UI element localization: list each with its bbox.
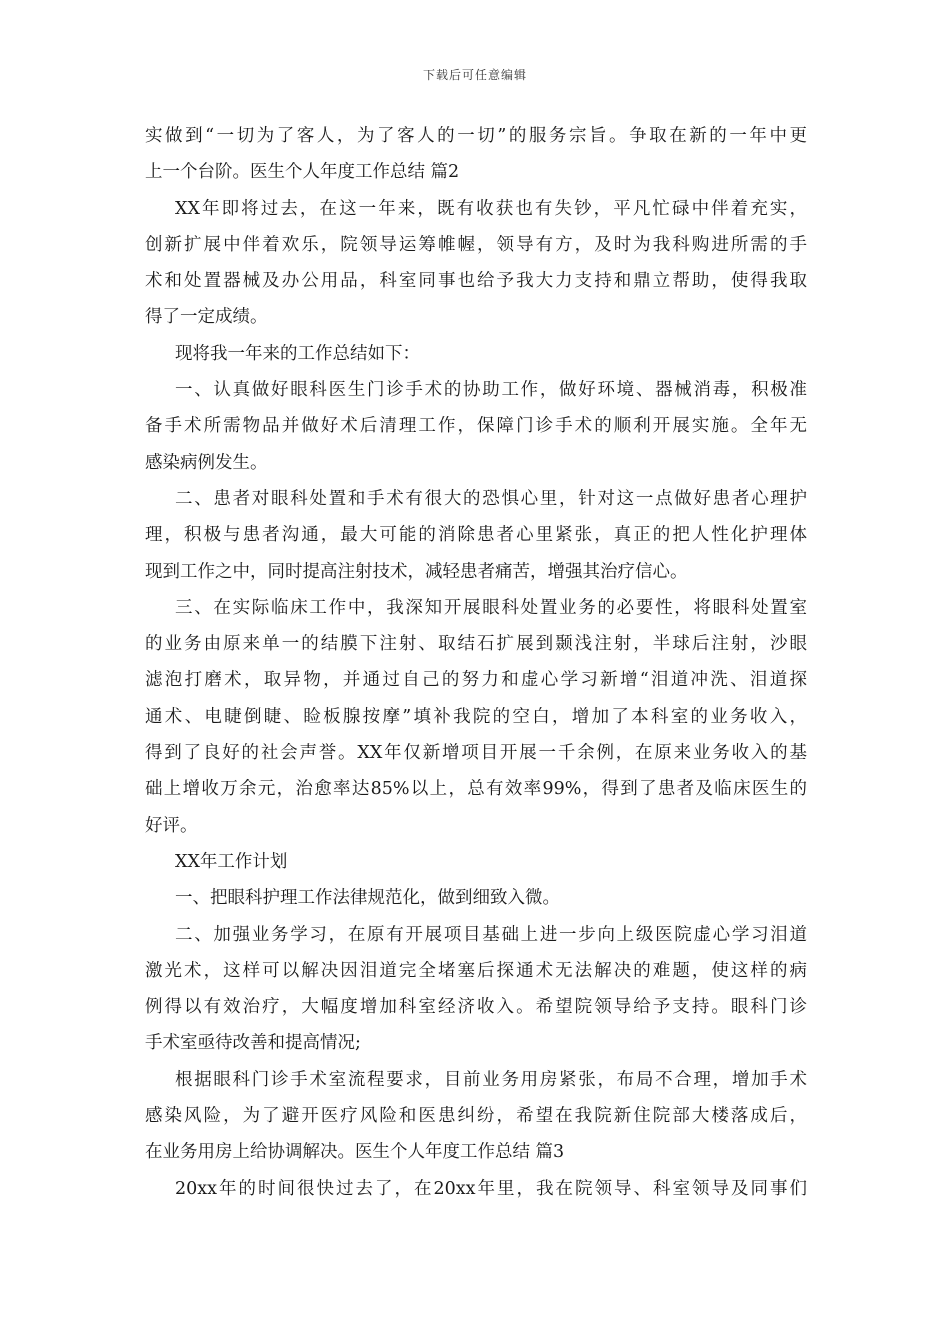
text-line: 备手术所需物品并做好术后清理工作，保障门诊手术的顺利开展实施。全年无 — [145, 416, 807, 437]
text-line: 通术、电睫倒睫、睑板腺按摩”填补我院的空白，增加了本科室的业务收入， — [145, 706, 807, 727]
text-line: 感染风险，为了避开医疗风险和医患纠纷，希望在我院新住院部大楼落成后， — [145, 1106, 807, 1127]
text-line: 二、加强业务学习，在原有开展项目基础上进一步向上级医院虚心学习泪道 — [175, 924, 807, 945]
text-line: 础上增收万余元，治愈率达85%以上，总有效率99%，得到了患者及临床医生的 — [145, 779, 807, 800]
text-line: 理，积极与患者沟通，最大可能的消除患者心里紧张，真正的把人性化护理体 — [145, 525, 807, 546]
text-line: 现将我一年来的工作总结如下： — [175, 343, 420, 364]
text-line: 手术室亟待改善和提高情况; — [145, 1033, 361, 1054]
text-line: 实做到“一切为了客人，为了客人的一切”的服务宗旨。争取在新的一年中更 — [145, 126, 807, 146]
text-line: 一、认真做好眼科医生门诊手术的协助工作，做好环境、器械消毒，积极准 — [175, 380, 807, 401]
text-line: 术和处置器械及办公用品，科室同事也给予我大力支持和鼎立帮助，使得我取 — [145, 271, 807, 292]
text-line: 根据眼科门诊手术室流程要求，目前业务用房紧张，布局不合理，增加手术 — [175, 1069, 807, 1090]
text-line: 现到工作之中，同时提高注射技术，减轻患者痛苦，增强其治疗信心。 — [145, 561, 688, 582]
document-body — [145, 118, 807, 1207]
text-line: 例得以有效治疗，大幅度增加科室经济收入。希望院领导给予支持。眼科门诊 — [145, 997, 807, 1018]
text-line: XX年工作计划 — [175, 851, 288, 872]
text-line: 得了一定成绩。 — [145, 307, 268, 328]
text-line: 三、在实际临床工作中，我深知开展眼科处置业务的必要性，将眼科处置室 — [175, 597, 807, 618]
text-line: 在业务用房上给协调解决。医生个人年度工作总结 篇3 — [145, 1142, 565, 1163]
text-line: XX年即将过去，在这一年来，既有收获也有失钞，平凡忙碌中伴着充实， — [175, 198, 807, 219]
text-line: 激光术，这样可以解决因泪道完全堵塞后探通术无法解决的难题，使这样的病 — [145, 960, 807, 981]
text-line: 上一个台阶。医生个人年度工作总结 篇2 — [145, 162, 460, 183]
page-header: 下载后可任意编辑 — [422, 68, 527, 82]
text-line: 的业务由原来单一的结膜下注射、取结石扩展到颞浅注射，半球后注射，沙眼 — [145, 634, 807, 655]
text-line: 感染病例发生。 — [145, 452, 268, 473]
text-line: 二、患者对眼科处置和手术有很大的恐惧心里，针对这一点做好患者心理护 — [175, 488, 807, 509]
text-line: 20xx年的时间很快过去了，在20xx年里，我在院领导、科室领导及同事们 — [175, 1178, 807, 1199]
text-line: 滤泡打磨术，取异物，并通过自己的努力和虚心学习新增“泪道冲洗、泪道探 — [145, 670, 807, 691]
text-line: 好评。 — [145, 815, 198, 836]
text-line: 一、把眼科护理工作法律规范化，做到细致入微。 — [175, 888, 560, 909]
text-line: 得到了良好的社会声誉。XX年仅新增项目开展一千余例，在原来业务收入的基 — [145, 743, 807, 764]
text-line: 创新扩展中伴着欢乐，院领导运筹帷幄，领导有方，及时为我科购进所需的手 — [145, 234, 807, 255]
